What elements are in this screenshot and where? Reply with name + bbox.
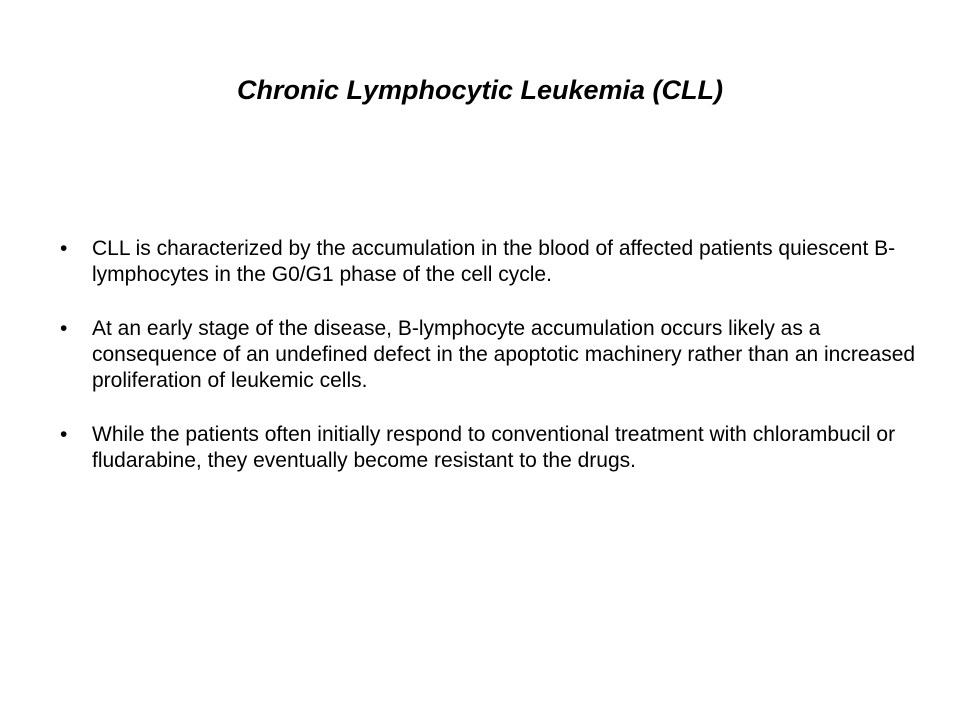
bullet-icon: • <box>60 237 68 260</box>
bullet-text: At an early stage of the disease, B-lymphocyte accumulation occurs likely as a consequence of an undefined defect in the apoptotic machinery rather than an increased proliferation of leukemic cells. <box>92 317 916 392</box>
bullet-list <box>58 236 928 502</box>
bullet-item <box>58 236 928 288</box>
bullet-item <box>58 316 928 394</box>
bullet-icon: • <box>60 317 68 340</box>
slide-title: Chronic Lymphocytic Leukemia (CLL) <box>236 75 724 105</box>
bullet-icon: • <box>60 423 68 446</box>
bullet-text: While the patients often initially respond to conventional treatment with chlorambucil or fludarabine, they eventually become resistant to the drugs. <box>92 423 896 472</box>
bullet-text: CLL is characterized by the accumulation in the blood of affected patients quiescent B-lymphocytes in the G0/G1 phase of the cell cycle. <box>92 237 896 286</box>
bullet-item <box>58 422 928 474</box>
